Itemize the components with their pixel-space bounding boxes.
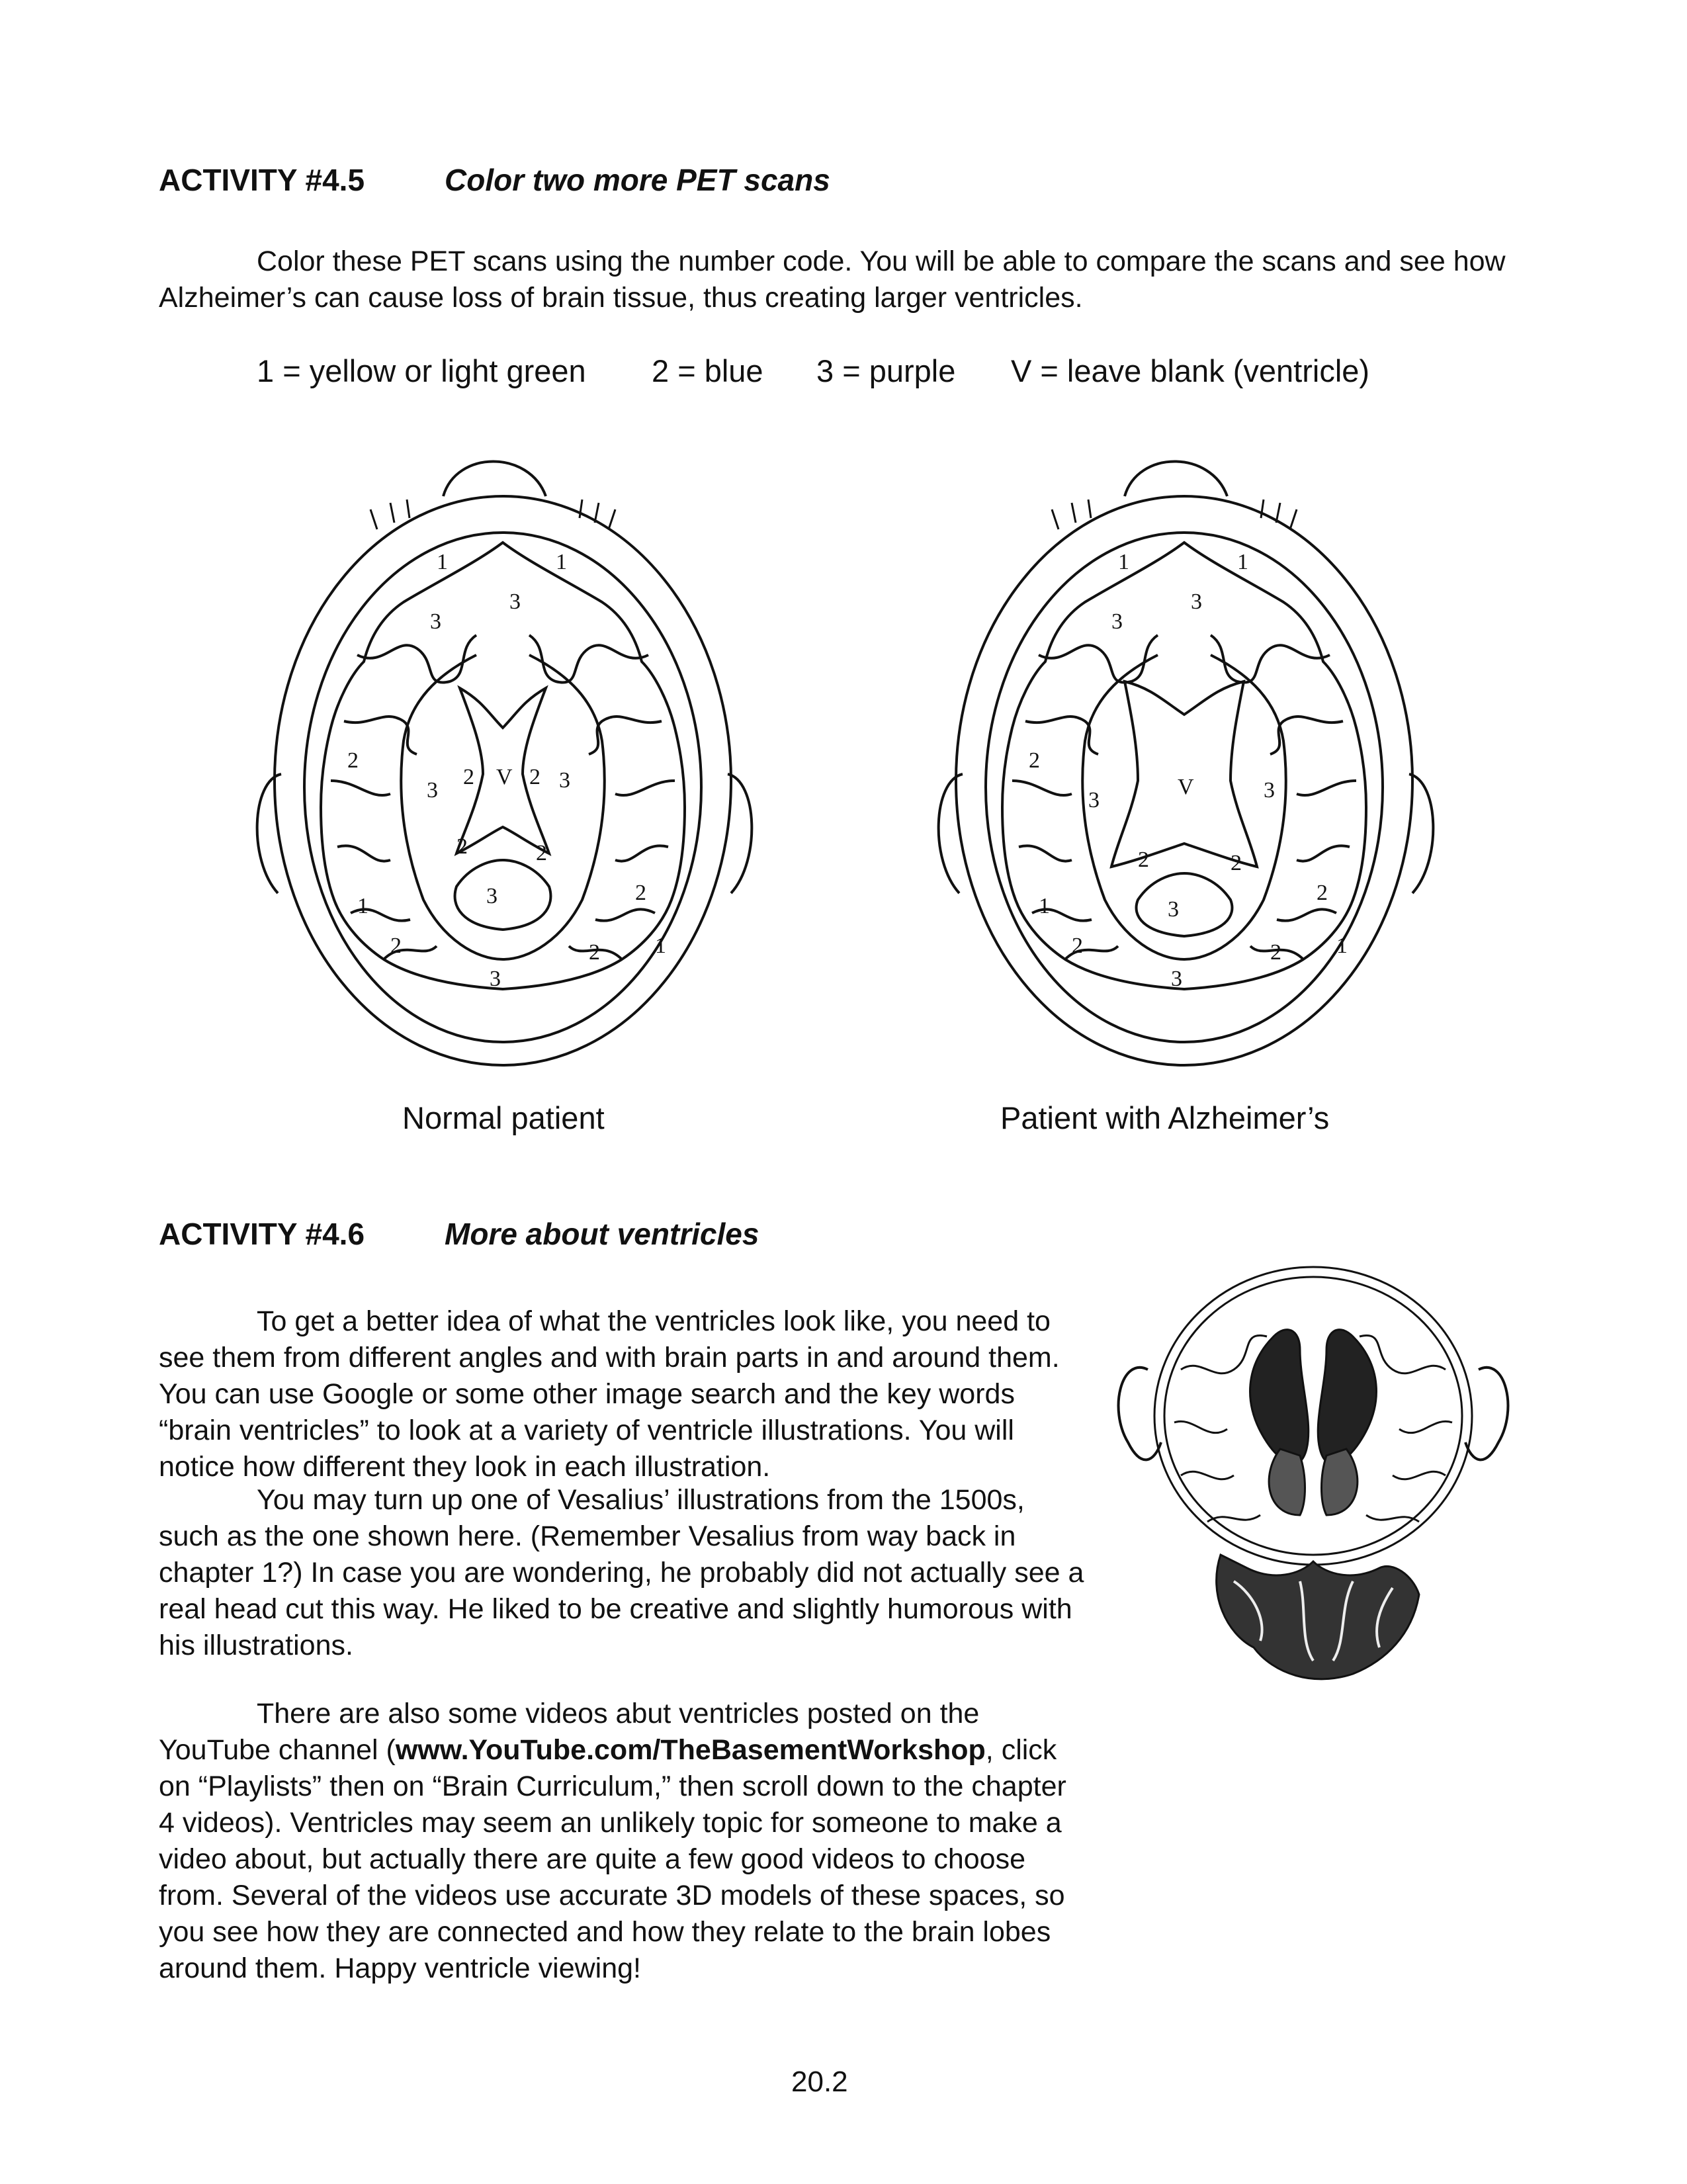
svg-text:1: 1 xyxy=(1336,934,1348,958)
caption-alzheimers: Patient with Alzheimer’s xyxy=(1000,1100,1330,1135)
svg-text:2: 2 xyxy=(589,940,600,965)
white-matter-right xyxy=(503,655,605,959)
pet-scan-alzheimers xyxy=(920,437,1449,1072)
svg-text:1: 1 xyxy=(556,550,567,574)
svg-text:2: 2 xyxy=(1072,934,1083,958)
svg-text:1: 1 xyxy=(437,550,448,574)
white-matter-right xyxy=(1184,655,1286,959)
lower-lobe xyxy=(1137,873,1233,936)
para-3-rest: , click on “Playlists” then on “Brain Curriculum,” then scroll down to the chapter 4 videos). Ventricles may seem an unlikely topic for someone to make a video about, but actually there are quite a few good videos to choose from. Several of the videos use accurate 3D models of these spaces, so you see how they are connected and how they relate to the brain lobes around them. Happy ventricle viewing! xyxy=(159,1734,1066,1984)
hair-strokes xyxy=(370,500,615,529)
svg-text:3: 3 xyxy=(1111,609,1123,634)
gyri-right xyxy=(529,635,675,959)
para-3-line-block xyxy=(159,1696,1085,1987)
svg-text:3: 3 xyxy=(490,967,501,991)
svg-text:2: 2 xyxy=(1029,748,1040,773)
head-top-bump xyxy=(443,462,546,497)
instructions-text: Color these PET scans using the number code. You will be able to compare the scans and see how Alzheimer’s can cause loss of brain tissue, thus creating larger ventricles. xyxy=(159,245,1506,314)
caption-normal: Normal patient xyxy=(402,1100,605,1135)
cortex-outline xyxy=(1002,543,1366,989)
svg-text:3: 3 xyxy=(427,778,438,803)
svg-text:1: 1 xyxy=(655,934,666,958)
lower-lobe xyxy=(455,860,551,930)
vesalius-illustration xyxy=(1102,1250,1525,1714)
svg-text:2: 2 xyxy=(635,881,646,905)
svg-text:1: 1 xyxy=(1039,894,1050,918)
ventricle-label-alzheimers: V xyxy=(1178,775,1194,799)
svg-text:3: 3 xyxy=(430,609,441,634)
activity-45-instructions xyxy=(159,243,1535,316)
activity-46-para-1 xyxy=(159,1303,1085,1485)
svg-text:3: 3 xyxy=(1168,897,1179,922)
code-3: 3 = purple xyxy=(816,353,956,388)
svg-text:3: 3 xyxy=(1264,778,1275,803)
code-v: V = leave blank (ventricle) xyxy=(1011,353,1370,388)
svg-text:2: 2 xyxy=(390,934,402,958)
svg-text:2: 2 xyxy=(536,841,547,865)
head-top-bump xyxy=(1125,462,1227,497)
svg-text:2: 2 xyxy=(1138,848,1149,872)
page-number: 20.2 xyxy=(791,2066,848,2098)
svg-text:3: 3 xyxy=(509,590,521,614)
para-2-text: You may turn up one of Vesalius’ illustrations from the 1500s, such as the one shown here. (Remember Vesalius from way back in chapter 1?) In case you are wondering, he probably did not actually see a real head cut this way. He liked to be creative and slightly humorous with his illustrations. xyxy=(159,1484,1084,1661)
white-matter-left xyxy=(401,655,503,959)
svg-text:2: 2 xyxy=(347,748,359,773)
activity-46-title: More about ventricles xyxy=(445,1217,759,1251)
svg-text:2: 2 xyxy=(456,834,468,859)
svg-text:1: 1 xyxy=(1237,550,1248,574)
activity-45-number: ACTIVITY #4.5 xyxy=(159,163,365,197)
svg-text:2: 2 xyxy=(1317,881,1328,905)
pet-scan-normal xyxy=(238,437,767,1072)
svg-text:2: 2 xyxy=(1270,940,1281,965)
activity-45-title: Color two more PET scans xyxy=(445,163,830,197)
svg-text:2: 2 xyxy=(463,765,474,789)
svg-text:3: 3 xyxy=(1088,788,1100,812)
svg-text:3: 3 xyxy=(1171,967,1182,991)
color-code-legend xyxy=(0,353,1687,392)
svg-text:3: 3 xyxy=(1191,590,1202,614)
ventricle-label-normal: V xyxy=(496,765,513,789)
hair-strokes xyxy=(1052,500,1297,529)
svg-text:3: 3 xyxy=(486,884,497,908)
para-3-lead: There are also some videos abut ventricles posted on the YouTube channel ( xyxy=(159,1698,980,1766)
svg-text:2: 2 xyxy=(1231,851,1242,875)
code-2: 2 = blue xyxy=(652,353,763,388)
para-1-text: To get a better idea of what the ventricles look like, you need to see them from different angles and with brain parts in and around them. You can use Google or some other image search and the key words “brain ventricles” to look at a variety of ventricle illustrations. You will notice how different they look in each illustration. xyxy=(159,1305,1060,1483)
activity-46-number: ACTIVITY #4.6 xyxy=(159,1217,365,1251)
activity-46-para-2 xyxy=(159,1482,1085,1664)
youtube-link[interactable]: www.YouTube.com/TheBasementWorkshop xyxy=(395,1734,986,1766)
gyri-left xyxy=(331,635,476,959)
code-1: 1 = yellow or light green xyxy=(257,353,586,388)
svg-text:2: 2 xyxy=(529,765,541,789)
activity-46-para-3 xyxy=(159,1696,1535,1987)
svg-text:3: 3 xyxy=(559,768,570,793)
ventricle-enlarged xyxy=(1111,681,1257,867)
svg-text:1: 1 xyxy=(357,894,368,918)
svg-text:1: 1 xyxy=(1118,550,1129,574)
